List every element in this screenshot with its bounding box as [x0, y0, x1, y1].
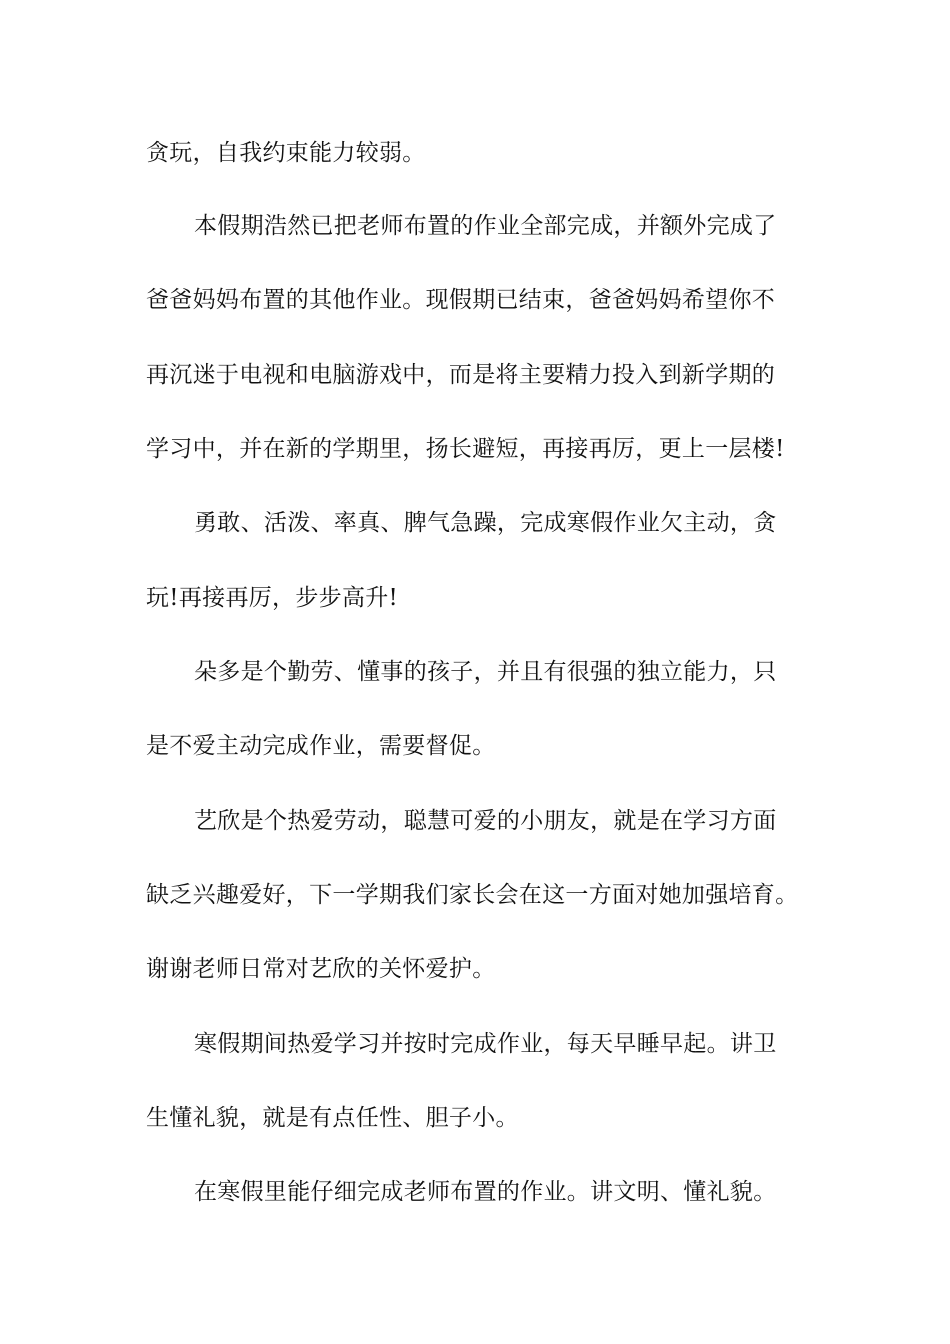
text-line: 再沉迷于电视和电脑游戏中，而是将主要精力投入到新学期的 [146, 362, 776, 388]
paragraph-start-line: 在寒假里能仔细完成老师布置的作业。讲文明、懂礼貌。 [194, 1179, 777, 1205]
text-line: 是不爱主动完成作业，需要督促。 [146, 733, 496, 759]
paragraph-start-line: 寒假期间热爱学习并按时完成作业，每天早睡早起。讲卫 [194, 1031, 777, 1057]
text-line: 贪玩，自我约束能力较弱。 [146, 140, 426, 166]
paragraph-start-line: 艺欣是个热爱劳动，聪慧可爱的小朋友，就是在学习方面 [194, 808, 777, 834]
paragraph-start-line: 朵多是个勤劳、懂事的孩子，并且有很强的独立能力，只 [194, 659, 777, 685]
paragraph-start-line: 勇敢、活泼、率真、脾气急躁，完成寒假作业欠主动，贪 [194, 510, 777, 536]
text-line: 爸爸妈妈布置的其他作业。现假期已结束，爸爸妈妈希望你不 [146, 287, 776, 313]
text-line: 生懂礼貌，就是有点任性、胆子小。 [146, 1105, 519, 1131]
paragraph-start-line: 本假期浩然已把老师布置的作业全部完成，并额外完成了 [194, 213, 777, 239]
text-line: 玩!再接再厉，步步高升! [146, 585, 399, 611]
text-line: 缺乏兴趣爱好，下一学期我们家长会在这一方面对她加强培育。 [146, 882, 799, 908]
text-line: 学习中，并在新的学期里，扬长避短，再接再厉，更上一层楼! [146, 436, 785, 462]
text-line: 谢谢老师日常对艺欣的关怀爱护。 [146, 956, 496, 982]
